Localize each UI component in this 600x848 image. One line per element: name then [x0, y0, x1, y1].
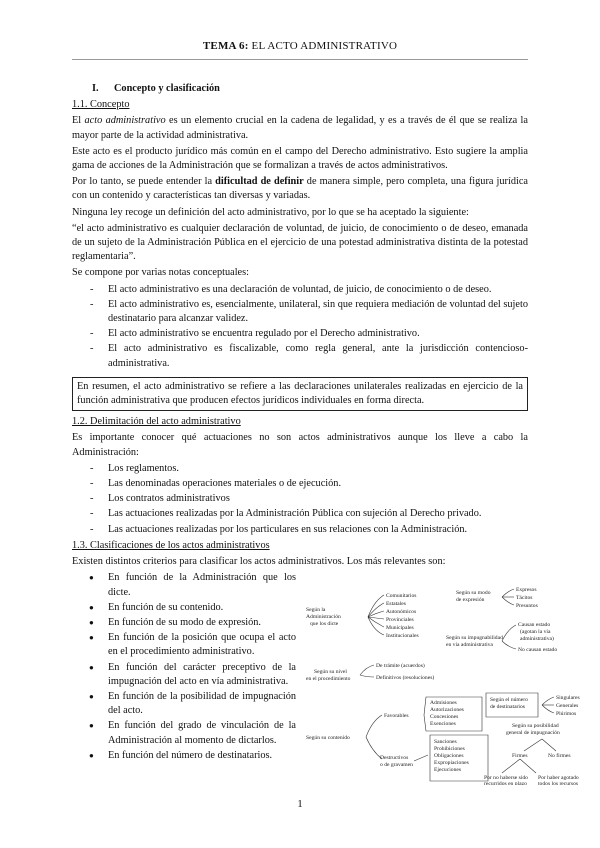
diagram-node: No causan estado [518, 647, 558, 654]
diagram-node: Causan estado [518, 622, 551, 629]
diagram-node: Presuntos [516, 603, 538, 610]
diagram-node: Según su nivel [314, 669, 347, 676]
header-topic: TEMA 6: [202, 40, 249, 52]
diagram-node: Provinciales [386, 617, 414, 624]
diagram-node: de expresión [456, 597, 485, 604]
header-title: EL ACTO ADMINISTRATIVO [248, 40, 398, 52]
diagram-node: Institucionales [386, 633, 419, 640]
diagram-node: Según su modo [456, 590, 491, 597]
paragraph-2: Este acto es el producto jurídico más común en el campo del Derecho administrativo. Esto sugiere la amplia gama de acciones de la Administración que se formalizan a través de actos administrativos. [72, 145, 528, 172]
paragraph-5: Se compone por varias notas conceptuales: [72, 267, 249, 279]
notes-list [72, 283, 528, 371]
definition-quote: “el acto administrativo es cualquier declaración de voluntad, de juicio, de conocimiento o de deseo, emanada de un sujeto de la Administración Pública en el ejercicio de una potestad administrativa distinta de la potestad reglamentaria”. [72, 222, 528, 263]
section-heading [92, 82, 528, 96]
diagram-node: Favorables [384, 713, 409, 720]
diagram-node: Definitivos (resoluciones) [376, 675, 435, 682]
criteria-list [72, 571, 296, 764]
paragraph-1: El acto administrativo es un elemento crucial en la cadena de legalidad, y es a través de él que se realiza la mayor parte de la actividad administrativa. [72, 115, 528, 141]
list-item: - El acto administrativo se encuentra regulado por el Derecho administrativo. [72, 327, 528, 341]
document-header [0, 40, 600, 52]
list-item: ● En función del grado de vinculación de la Administración al momento de dictarlos. [72, 719, 296, 747]
diagram-node: todos los recursos [538, 781, 579, 786]
diagram-node: Plúrimos [556, 711, 577, 718]
subheading-concepto: 1.1. Concepto [72, 99, 130, 111]
list-item: - Las denominadas operaciones materiales o de ejecución. [72, 477, 528, 491]
subheading-clasificaciones: 1.3. Clasificaciones de los actos administrativos [72, 539, 270, 551]
non-acts-list [72, 462, 528, 537]
diagram-node: administrativa) [520, 636, 554, 643]
diagram-node: en vía administrativa [446, 642, 493, 649]
diagram-node: Singulares [556, 695, 580, 702]
list-item: ● En función de su modo de expresión. [72, 616, 296, 630]
classification-section [72, 571, 580, 786]
diagram-node: Sanciones [434, 739, 457, 746]
paragraph-4: Ninguna ley recoge un definición del acto administrativo, por lo que se ha aceptado la siguiente: [72, 206, 469, 218]
summary-box: En resumen, el acto administrativo se refiere a las declaraciones unilaterales realizadas en ejercicio de la función administrativa que producen efectos jurídicos individuales en forma directa. [72, 377, 528, 411]
list-item: ● En función de su contenido. [72, 601, 296, 615]
diagram-node: De trámite (acuerdos) [376, 663, 425, 670]
diagram-node: Tácitos [516, 595, 533, 602]
diagram-node: de destinatarios [490, 704, 525, 711]
classification-diagram [306, 585, 600, 785]
list-item: - El acto administrativo es una declaración de voluntad, de juicio, de conocimiento o de deseo. [72, 283, 528, 297]
diagram-node: que los dicte [310, 621, 339, 628]
diagram-node: No firmes [548, 753, 571, 760]
diagram-svg [306, 585, 600, 785]
diagram-node: Firmes [512, 753, 528, 760]
paragraph-3: Por lo tanto, se puede entender la dificultad de definir de manera simple, pero completa, una figura jurídica con un contenido y características tan diversas y variadas. [72, 176, 528, 202]
list-item: - Las actuaciones realizadas por la Administración Pública con sujeción al Derecho privado. [72, 507, 528, 521]
page-number: 1 [297, 798, 303, 810]
list-item: - El acto administrativo es, esencialmente, unilateral, sin que requiera mediación de voluntad del sujeto destinatario para alcanzar validez. [72, 298, 528, 326]
diagram-node: Expresos [516, 587, 537, 594]
list-item: ● En función del número de destinatarios. [72, 749, 296, 763]
diagram-node: Ejecuciones [434, 767, 462, 774]
diagram-node: Generales [556, 703, 579, 710]
list-item: - Los reglamentos. [72, 462, 528, 476]
list-item: ● En función de la posición que ocupa el acto en el procedimiento administrativo. [72, 631, 296, 659]
paragraph-7: Existen distintos criterios para clasificar los actos administrativos. Los más relevantes son: [72, 556, 446, 568]
diagram-node: recurridos en plazo [484, 781, 527, 786]
list-item: ● En función de la posibilidad de impugnación del acto. [72, 690, 296, 718]
list-item: ● En función del carácter preceptivo de la impugnación del acto en vía administrativa. [72, 661, 296, 689]
section-title: Concepto y clasificación [114, 83, 220, 94]
diagram-node: Según su contenido [306, 735, 350, 742]
diagram-node: Admisiones [430, 700, 457, 707]
diagram-node: Exenciones [430, 721, 456, 728]
list-item: ● En función de la Administración que los dicte. [72, 571, 296, 599]
list-item: - Las actuaciones realizadas por los particulares en sus relaciones con la Administración. [72, 523, 528, 537]
diagram-node: Administración [306, 614, 341, 621]
diagram-node: Prohibiciones [434, 746, 465, 753]
diagram-node: Según el número [490, 697, 528, 704]
diagram-node: Concesiones [430, 714, 459, 721]
diagram-node: (agotan la vía [520, 629, 551, 636]
section-number: I. [92, 83, 99, 94]
diagram-node: Según su impugnabilidad [446, 635, 503, 642]
diagram-node: Municipales [386, 625, 414, 632]
diagram-node: general de impugnación [506, 730, 560, 737]
list-item: - Los contratos administrativos [72, 492, 528, 506]
diagram-node: Expropiaciones [434, 760, 469, 767]
paragraph-6: Es importante conocer qué actuaciones no son actos administrativos aunque los lleve a cabo la Administración: [72, 432, 528, 458]
diagram-node: Estatales [386, 601, 406, 608]
diagram-node: Destructivos [380, 755, 409, 762]
diagram-node: Según su posibilidad [512, 723, 559, 730]
diagram-node: Por haber agotado [538, 775, 579, 782]
list-item: - El acto administrativo es fiscalizable, como regla general, ante la jurisdicción contencioso-administrativa. [72, 342, 528, 370]
diagram-node: Obligaciones [434, 753, 464, 760]
diagram-node: Según la [306, 607, 326, 614]
diagram-node: en el procedimiento [306, 676, 351, 683]
diagram-node: o de gravamen [380, 762, 413, 769]
document-body [72, 82, 580, 786]
diagram-node: Comunitarios [386, 593, 417, 600]
subheading-delimitacion: 1.2. Delimitación del acto administrativo [72, 416, 241, 428]
diagram-node: Autonómicos [386, 609, 417, 616]
diagram-node: Por no haberse sido [484, 775, 528, 782]
header-rule [72, 59, 528, 60]
diagram-node: Autorizaciones [430, 707, 464, 714]
